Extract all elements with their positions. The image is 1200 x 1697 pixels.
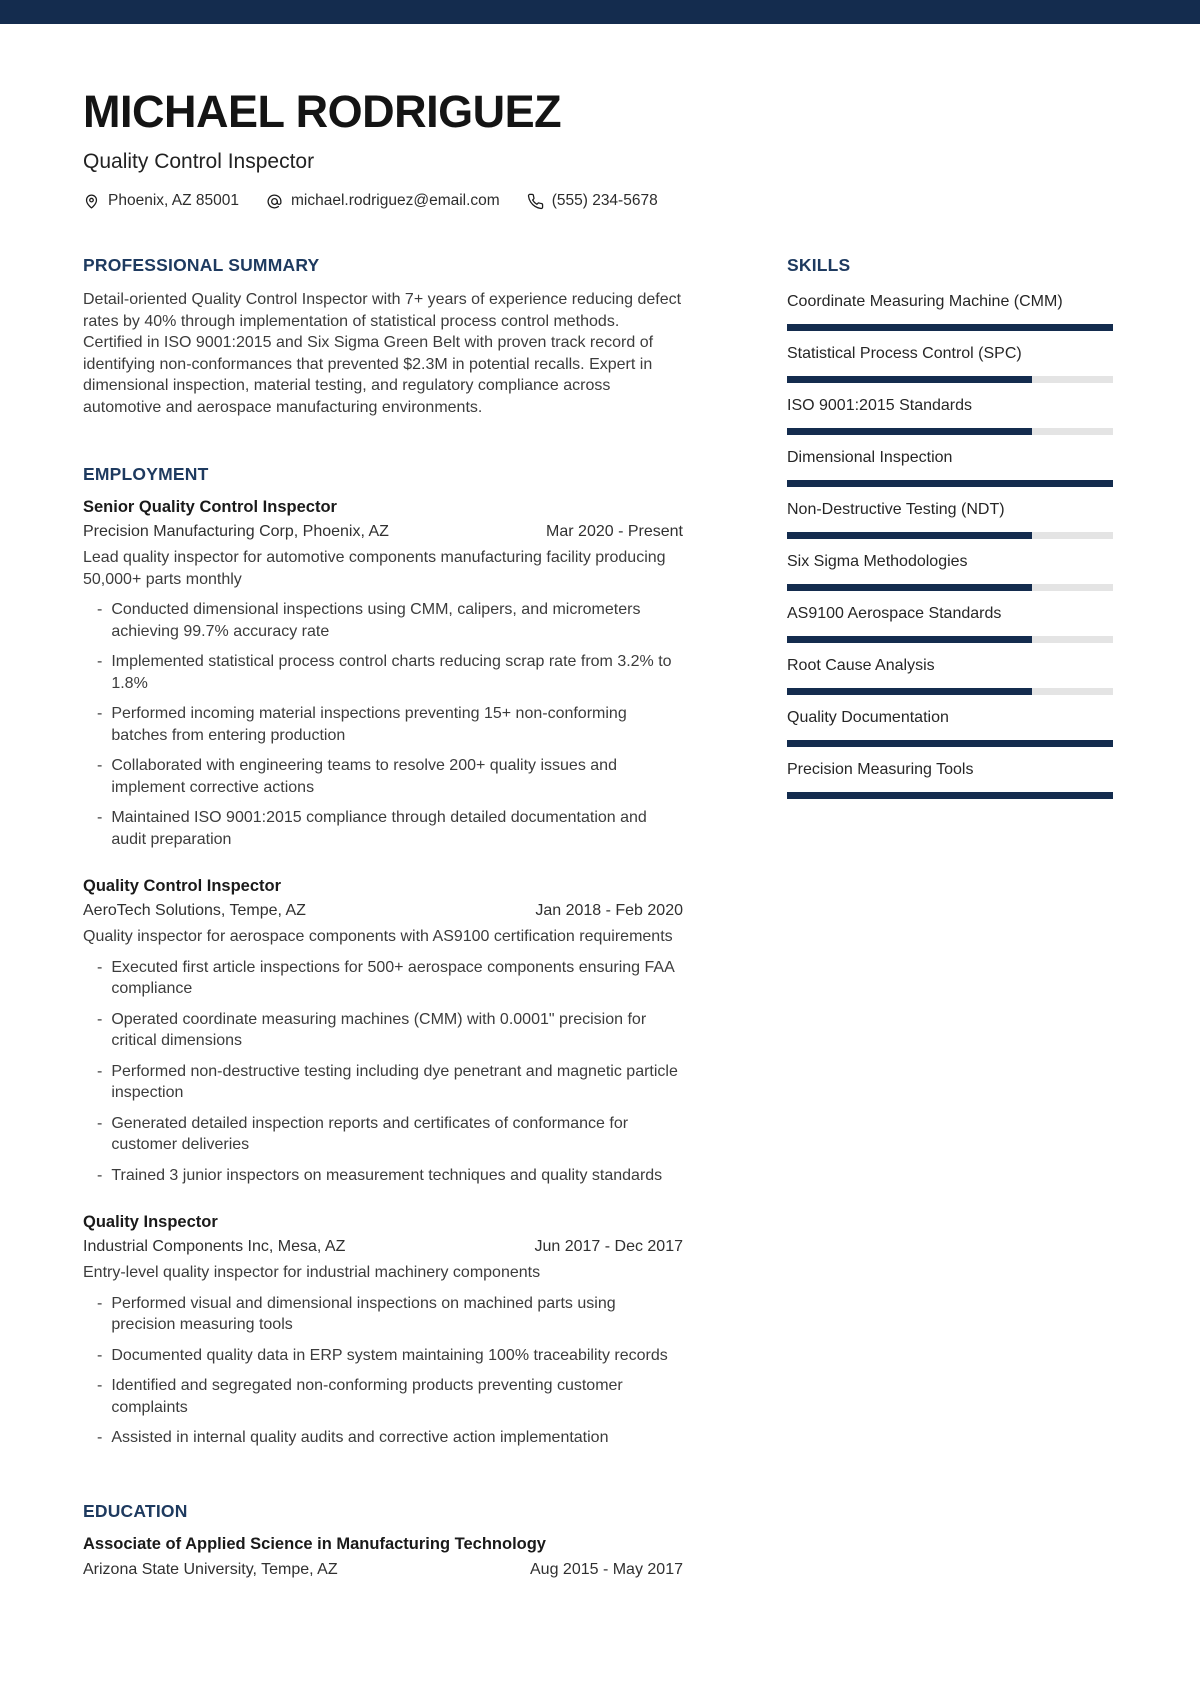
bullet-marker: -	[97, 757, 103, 775]
job-company: AeroTech Solutions, Tempe, AZ	[83, 902, 306, 920]
skill-bar	[787, 636, 1113, 643]
bullet-marker: -	[97, 1010, 103, 1028]
skill-bar	[787, 740, 1113, 747]
bullet-marker: -	[97, 958, 103, 976]
education-degree: Associate of Applied Science in Manufacturing Technology	[83, 1534, 546, 1553]
skill-bar	[787, 376, 1113, 383]
bullet-item	[97, 957, 683, 1000]
section-education	[83, 1501, 683, 1579]
skills-list	[787, 292, 1113, 799]
section-employment	[83, 464, 683, 1449]
bullet-marker: -	[97, 601, 103, 619]
top-accent-bar	[0, 0, 1200, 24]
bullet-item	[97, 651, 683, 694]
job-description: Quality inspector for aerospace components with AS9100 certification requirements	[83, 928, 673, 946]
skill-item	[787, 396, 1113, 435]
skill-bar-fill	[787, 792, 1113, 799]
skill-item	[787, 604, 1113, 643]
skills-heading: SKILLS	[787, 255, 851, 276]
bullet-text: Executed first article inspections for 500+ aerospace components ensuring FAA compliance	[111, 958, 674, 998]
bullet-marker: -	[97, 809, 103, 827]
skill-item	[787, 344, 1113, 383]
bullet-text: Performed visual and dimensional inspections on machined parts using precision measuring tools	[111, 1294, 616, 1334]
skill-bar-fill	[787, 532, 1032, 539]
resume-header	[0, 24, 1200, 210]
bullet-text: Identified and segregated non-conforming products preventing customer complaints	[111, 1377, 623, 1416]
education-dates: Aug 2015 - May 2017	[530, 1560, 683, 1578]
bullet-item	[97, 1113, 683, 1156]
skill-bar	[787, 324, 1113, 331]
bullet-item	[97, 1293, 683, 1336]
bullet-item	[97, 599, 683, 642]
contact-location	[83, 192, 239, 210]
person-name: MICHAEL RODRIGUEZ	[83, 86, 562, 137]
contact-location-text: Phoenix, AZ 85001	[108, 192, 239, 210]
job-meta-row	[83, 523, 683, 541]
skills-column	[787, 255, 1113, 1579]
skill-item	[787, 500, 1113, 539]
skill-item	[787, 760, 1113, 799]
bullet-text: Collaborated with engineering teams to resolve 200+ quality issues and implement corrective actions	[111, 757, 617, 796]
summary-text: Detail-oriented Quality Control Inspector with 7+ years of experience reducing defect rates by 40% through implementation of statistical process control methods. Certified in ISO 9001:2015 and Six Sigma Green Belt with proven track record of identifying non-conformances that prevented $2.3M in potential recalls. Expert in dimensional inspection, material testing, and regulatory compliance across automotive and aerospace manufacturing environments.	[83, 291, 682, 416]
skill-label: Root Cause Analysis	[787, 657, 935, 675]
job-dates: Mar 2020 - Present	[546, 523, 683, 541]
bullet-item	[97, 1345, 683, 1367]
skill-label: Precision Measuring Tools	[787, 761, 974, 779]
phone-icon	[527, 193, 544, 210]
skill-label: AS9100 Aerospace Standards	[787, 605, 1002, 623]
skill-bar	[787, 532, 1113, 539]
skill-item	[787, 448, 1113, 487]
job-title: Senior Quality Control Inspector	[83, 498, 337, 517]
education-school: Arizona State University, Tempe, AZ	[83, 1560, 338, 1578]
bullet-item	[97, 1165, 683, 1187]
skill-item	[787, 292, 1113, 331]
bullet-marker: -	[97, 705, 103, 723]
contact-email-text: michael.rodriguez@email.com	[291, 192, 500, 210]
skill-bar	[787, 584, 1113, 591]
job-company: Industrial Components Inc, Mesa, AZ	[83, 1238, 346, 1256]
skill-label: Quality Documentation	[787, 709, 949, 727]
bullet-marker: -	[97, 653, 103, 671]
bullet-item	[97, 1061, 683, 1104]
skill-bar-fill	[787, 376, 1032, 383]
skill-label: Non-Destructive Testing (NDT)	[787, 501, 1005, 519]
skill-bar-fill	[787, 324, 1113, 331]
skill-label: Statistical Process Control (SPC)	[787, 345, 1022, 363]
section-professional-summary	[83, 255, 683, 418]
education-meta-row	[83, 1561, 683, 1579]
skill-bar-fill	[787, 636, 1032, 643]
job-title: Quality Inspector	[83, 1213, 218, 1232]
bullet-marker: -	[97, 1294, 103, 1312]
bullet-marker: -	[97, 1166, 103, 1184]
bullet-text: Performed non-destructive testing including dye penetrant and magnetic particle inspection	[111, 1062, 678, 1102]
job-description: Lead quality inspector for automotive components manufacturing facility producing 50,000+ parts monthly	[83, 549, 666, 588]
at-sign-icon	[266, 193, 283, 210]
bullet-text: Trained 3 junior inspectors on measurement techniques and quality standards	[111, 1166, 663, 1184]
bullet-text: Conducted dimensional inspections using CMM, calipers, and micrometers achieving 99.7% accuracy rate	[111, 601, 641, 640]
bullet-marker: -	[97, 1114, 103, 1132]
skill-bar-fill	[787, 740, 1113, 747]
skill-item	[787, 656, 1113, 695]
job-dates: Jan 2018 - Feb 2020	[535, 902, 683, 920]
job-company: Precision Manufacturing Corp, Phoenix, AZ	[83, 523, 389, 541]
skill-bar	[787, 688, 1113, 695]
job-entry	[83, 877, 683, 1186]
contact-phone	[527, 192, 658, 210]
bullet-item	[97, 1427, 683, 1449]
job-bullets	[83, 599, 683, 850]
bullet-item	[97, 1009, 683, 1052]
skill-bar	[787, 428, 1113, 435]
skill-label: Six Sigma Methodologies	[787, 553, 968, 571]
main-column	[83, 255, 683, 1579]
job-bullets	[83, 1293, 683, 1449]
bullet-text: Maintained ISO 9001:2015 compliance through detailed documentation and audit preparation	[111, 809, 647, 848]
skill-item	[787, 552, 1113, 591]
bullet-item	[97, 1375, 683, 1418]
job-list	[83, 498, 683, 1449]
job-meta-row	[83, 902, 683, 920]
skill-bar-fill	[787, 584, 1032, 591]
job-entry	[83, 498, 683, 850]
bullet-text: Generated detailed inspection reports and certificates of conformance for customer deliveries	[111, 1114, 629, 1154]
skill-bar-fill	[787, 428, 1032, 435]
skill-bar-fill	[787, 480, 1113, 487]
job-entry	[83, 1213, 683, 1449]
bullet-item	[97, 703, 683, 746]
skill-label: Coordinate Measuring Machine (CMM)	[787, 293, 1063, 311]
bullet-text: Documented quality data in ERP system maintaining 100% traceability records	[111, 1346, 668, 1364]
employment-heading: EMPLOYMENT	[83, 464, 209, 485]
job-dates: Jun 2017 - Dec 2017	[534, 1238, 683, 1256]
bullet-text: Assisted in internal quality audits and corrective action implementation	[111, 1429, 609, 1447]
skill-bar	[787, 480, 1113, 487]
job-bullets	[83, 957, 683, 1187]
bullet-marker: -	[97, 1346, 103, 1364]
bullet-marker: -	[97, 1429, 103, 1447]
education-heading: EDUCATION	[83, 1500, 188, 1521]
summary-heading: PROFESSIONAL SUMMARY	[83, 255, 320, 276]
job-title: Quality Control Inspector	[83, 877, 282, 896]
bullet-text: Operated coordinate measuring machines (CMM) with 0.0001" precision for critical dimensions	[111, 1010, 647, 1050]
skill-label: ISO 9001:2015 Standards	[787, 397, 973, 415]
contact-email	[266, 192, 500, 210]
skill-bar	[787, 792, 1113, 799]
bullet-item	[97, 755, 683, 798]
skill-bar-fill	[787, 688, 1032, 695]
bullet-text: Performed incoming material inspections preventing 15+ non-conforming batches from entering production	[111, 705, 627, 744]
job-description: Entry-level quality inspector for industrial machinery components	[83, 1264, 541, 1282]
skill-item	[787, 708, 1113, 747]
bullet-item	[97, 807, 683, 850]
resume-body	[0, 210, 1200, 1579]
skill-label: Dimensional Inspection	[787, 449, 953, 467]
job-meta-row	[83, 1238, 683, 1256]
map-pin-icon	[83, 193, 100, 210]
contact-row	[83, 192, 1113, 210]
bullet-marker: -	[97, 1377, 103, 1395]
bullet-text: Implemented statistical process control charts reducing scrap rate from 3.2% to 1.8%	[111, 653, 672, 692]
bullet-marker: -	[97, 1062, 103, 1080]
person-job-title: Quality Control Inspector	[83, 150, 315, 174]
contact-phone-text: (555) 234-5678	[551, 192, 658, 210]
